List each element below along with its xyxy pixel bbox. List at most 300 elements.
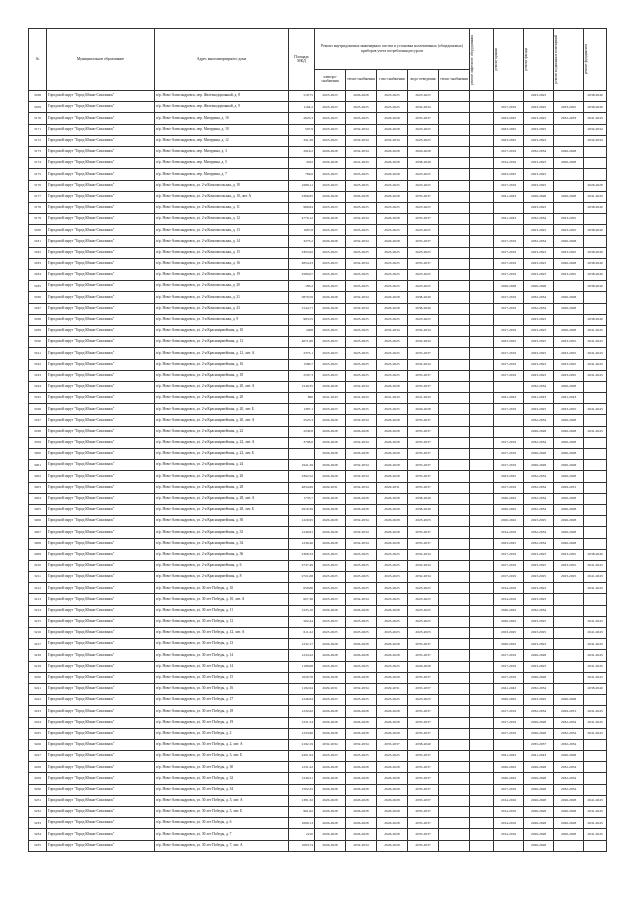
- system-period-cell: 2026-2028: [315, 784, 346, 795]
- municipality-cell: Городской округ "Город Южно-Сахалинск": [47, 784, 155, 795]
- system-period-cell: 2026-2028: [315, 717, 346, 728]
- municipality-cell: Городской округ "Город Южно-Сахалинск": [47, 348, 155, 359]
- address-cell: п/р. Ново-Александровск, ул. 30 лет Победы, д. 10: [155, 583, 289, 594]
- repair-period-cell: 2017-2019: [494, 102, 524, 113]
- system-period-cell: 2023-2025: [408, 180, 439, 191]
- repair-period-cell: 2038-2040: [584, 102, 607, 113]
- system-period-cell: 2023-2025: [346, 102, 377, 113]
- system-period-cell: [439, 437, 470, 448]
- table-row: [29, 292, 607, 303]
- municipality-cell: Городской округ "Город Южно-Сахалинск": [47, 146, 155, 157]
- system-period-cell: 2023-2025: [346, 572, 377, 583]
- row-number: 3235: [29, 840, 47, 851]
- system-period-cell: [439, 650, 470, 661]
- address-cell: п/р. Ново-Александровск, ул. 2-я Комсомольская, д. 23: [155, 303, 289, 314]
- repair-period-cell: 2032-2034: [524, 236, 554, 247]
- address-cell: п/р. Ново-Александровск, ул. 30 лет Победы, д. 12, лит. А: [155, 628, 289, 639]
- system-period-cell: [439, 236, 470, 247]
- system-period-cell: [439, 784, 470, 795]
- municipality-cell: Городской округ "Город Южно-Сахалинск": [47, 516, 155, 527]
- system-period-cell: [439, 370, 470, 381]
- system-period-cell: [439, 728, 470, 739]
- area-cell: 1234,22: [289, 650, 315, 661]
- area-cell: 2210: [289, 829, 315, 840]
- header-electricity: электро-снабжения: [315, 70, 346, 91]
- repair-period-cell: 2026-2028: [554, 807, 584, 818]
- repair-period-cell: [470, 236, 494, 247]
- repair-period-cell: [584, 449, 607, 460]
- municipality-cell: Городской округ "Город Южно-Сахалинск": [47, 639, 155, 650]
- system-period-cell: [439, 594, 470, 605]
- system-period-cell: 2026-2028: [346, 784, 377, 795]
- system-period-cell: 2038-2040: [408, 739, 439, 750]
- system-period-cell: 2023-2025: [346, 113, 377, 124]
- system-period-cell: 2023-2025: [377, 225, 408, 236]
- area-cell: 562,44: [289, 616, 315, 627]
- repair-period-cell: [470, 504, 494, 515]
- address-cell: п/р. Ново-Александровск, ул. 2-я Красноармейская, д. 10: [155, 325, 289, 336]
- address-cell: п/р. Ново-Александровск, ул. 30 лет Победы, д. 34: [155, 784, 289, 795]
- repair-period-cell: 2023-2025: [494, 538, 524, 549]
- system-period-cell: 2026-2028: [377, 437, 408, 448]
- repair-period-cell: 2041-2043: [584, 807, 607, 818]
- repair-period-cell: 2026-2028: [554, 426, 584, 437]
- table-row: [29, 202, 607, 213]
- system-period-cell: 2026-2028: [315, 840, 346, 851]
- system-period-cell: 2026-2028: [408, 404, 439, 415]
- repair-period-cell: 2023-2025: [524, 348, 554, 359]
- repair-period-cell: [554, 91, 584, 102]
- area-cell: 2230,8: [289, 426, 315, 437]
- system-period-cell: 2035-2037: [408, 437, 439, 448]
- address-cell: п/р. Ново-Александровск, пер. Мичурина, д. 10: [155, 113, 289, 124]
- system-period-cell: 2032-2034: [346, 214, 377, 225]
- system-period-cell: 2035-2037: [408, 538, 439, 549]
- system-period-cell: 2023-2025: [315, 549, 346, 560]
- area-cell: 1229,95: [289, 516, 315, 527]
- repair-period-cell: [470, 549, 494, 560]
- row-number: 3224: [29, 717, 47, 728]
- area-cell: 4770,12: [289, 214, 315, 225]
- repair-period-cell: [470, 113, 494, 124]
- system-period-cell: 2026-2028: [377, 605, 408, 616]
- repair-period-cell: [470, 158, 494, 169]
- repair-period-cell: [554, 672, 584, 683]
- system-period-cell: [439, 449, 470, 460]
- municipality-cell: Городской округ "Город Южно-Сахалинск": [47, 236, 155, 247]
- repair-period-cell: [470, 202, 494, 213]
- repair-period-cell: [470, 516, 494, 527]
- system-period-cell: 2032-2034: [346, 840, 377, 851]
- address-cell: п/р. Ново-Александровск, ул. 30 лет Победы, д. 5, лит. А: [155, 795, 289, 806]
- repair-period-cell: 2023-2025: [494, 169, 524, 180]
- system-period-cell: 2032-2034: [346, 471, 377, 482]
- table-row: [29, 158, 607, 169]
- system-period-cell: 2029-2031: [315, 482, 346, 493]
- repair-period-cell: 2026-2028: [524, 460, 554, 471]
- system-period-cell: 2023-2025: [346, 549, 377, 560]
- system-period-cell: 2035-2037: [408, 482, 439, 493]
- repair-period-cell: 2026-2028: [554, 437, 584, 448]
- repair-period-cell: 2026-2028: [524, 795, 554, 806]
- repair-period-cell: [584, 504, 607, 515]
- row-number: 3184: [29, 270, 47, 281]
- municipality-cell: Городской округ "Город Южно-Сахалинск": [47, 180, 155, 191]
- repair-period-cell: 2017-2019: [494, 370, 524, 381]
- repair-period-cell: [470, 661, 494, 672]
- row-number: 3204: [29, 493, 47, 504]
- area-cell: 183,2: [289, 281, 315, 292]
- repair-period-cell: [470, 325, 494, 336]
- repair-period-cell: [470, 146, 494, 157]
- table-row: [29, 482, 607, 493]
- municipality-cell: Городской округ "Город Южно-Сахалинск": [47, 314, 155, 325]
- municipality-cell: Городской округ "Город Южно-Сахалинск": [47, 605, 155, 616]
- row-number: 3188: [29, 314, 47, 325]
- system-period-cell: 2026-2028: [377, 191, 408, 202]
- system-period-cell: [439, 538, 470, 549]
- system-period-cell: 2023-2025: [346, 247, 377, 258]
- system-period-cell: 2026-2028: [377, 303, 408, 314]
- row-number: 3193: [29, 370, 47, 381]
- area-cell: 2288,11: [289, 180, 315, 191]
- header-heat-supply: тепло-снабжения: [439, 70, 470, 91]
- area-cell: [289, 449, 315, 460]
- system-period-cell: 2023-2025: [315, 169, 346, 180]
- row-number: 3223: [29, 706, 47, 717]
- repair-period-cell: [554, 683, 584, 694]
- repair-period-cell: 2026-2028: [554, 303, 584, 314]
- repair-period-cell: [554, 616, 584, 627]
- system-period-cell: [439, 348, 470, 359]
- repair-period-cell: 2023-2025: [524, 594, 554, 605]
- area-cell: 1246,63: [289, 695, 315, 706]
- repair-period-cell: [470, 739, 494, 750]
- repair-period-cell: [470, 270, 494, 281]
- system-period-cell: 2026-2028: [377, 236, 408, 247]
- system-period-cell: 2032-2034: [346, 303, 377, 314]
- system-period-cell: [439, 460, 470, 471]
- repair-period-cell: 2023-2025: [494, 337, 524, 348]
- table-row: [29, 594, 607, 605]
- repair-period-cell: [470, 214, 494, 225]
- system-period-cell: 2023-2025: [346, 348, 377, 359]
- repair-period-cell: 2023-2025: [554, 549, 584, 560]
- repair-period-cell: 2038-2040: [584, 314, 607, 325]
- system-period-cell: 2026-2028: [377, 527, 408, 538]
- repair-period-cell: 2023-2025: [524, 158, 554, 169]
- row-number: 3185: [29, 281, 47, 292]
- repair-period-cell: 2026-2028: [524, 784, 554, 795]
- repair-period-cell: 2032-2034: [524, 292, 554, 303]
- repair-period-cell: [470, 538, 494, 549]
- repair-period-cell: 2038-2040: [584, 270, 607, 281]
- repair-period-cell: [554, 594, 584, 605]
- repair-period-cell: 2023-2025: [524, 102, 554, 113]
- row-number: 3194: [29, 381, 47, 392]
- repair-period-cell: 2017-2019: [494, 784, 524, 795]
- municipality-cell: Городской округ "Город Южно-Сахалинск": [47, 449, 155, 460]
- row-number: 3225: [29, 728, 47, 739]
- row-number: 3221: [29, 683, 47, 694]
- system-period-cell: 2026-2028: [377, 124, 408, 135]
- repair-period-cell: [470, 829, 494, 840]
- system-period-cell: [439, 337, 470, 348]
- repair-period-cell: [470, 795, 494, 806]
- table-row: [29, 549, 607, 560]
- system-period-cell: 2023-2025: [408, 135, 439, 146]
- system-period-cell: 2026-2028: [346, 504, 377, 515]
- row-number: 3171: [29, 124, 47, 135]
- repair-period-cell: 2017-2019: [494, 661, 524, 672]
- table-row: [29, 572, 607, 583]
- municipality-cell: Городской округ "Город Южно-Сахалинск": [47, 739, 155, 750]
- repair-period-cell: 2017-2019: [494, 404, 524, 415]
- repair-period-cell: [470, 706, 494, 717]
- system-period-cell: 2023-2025: [377, 616, 408, 627]
- system-period-cell: 2023-2025: [377, 549, 408, 560]
- repair-period-cell: 2014-2016: [494, 829, 524, 840]
- repair-period-cell: 2035-2037: [524, 739, 554, 750]
- system-period-cell: 2035-2037: [408, 236, 439, 247]
- system-period-cell: 2026-2028: [315, 460, 346, 471]
- repair-period-cell: [470, 437, 494, 448]
- table-row: [29, 281, 607, 292]
- system-period-cell: 2035-2037: [408, 683, 439, 694]
- municipality-cell: Городской округ "Город Южно-Сахалинск": [47, 672, 155, 683]
- system-period-cell: 2041-2043: [315, 393, 346, 404]
- header-gas: газо-снабжения: [377, 70, 408, 91]
- repair-period-cell: [470, 672, 494, 683]
- repair-period-cell: [554, 202, 584, 213]
- system-period-cell: 2032-2034: [346, 594, 377, 605]
- system-period-cell: 2023-2025: [377, 102, 408, 113]
- system-period-cell: [439, 180, 470, 191]
- system-period-cell: 2035-2037: [408, 829, 439, 840]
- repair-period-cell: 2032-2034: [524, 706, 554, 717]
- repair-period-cell: [470, 493, 494, 504]
- repair-period-cell: [584, 538, 607, 549]
- repair-period-cell: 2026-2028: [524, 449, 554, 460]
- system-period-cell: 2032-2034: [346, 527, 377, 538]
- repair-period-cell: [470, 449, 494, 460]
- repair-period-cell: 2017-2019: [494, 437, 524, 448]
- repair-period-cell: 2023-2025: [524, 628, 554, 639]
- municipality-cell: Городской округ "Город Южно-Сахалинск": [47, 560, 155, 571]
- system-period-cell: 2026-2028: [408, 146, 439, 157]
- repair-period-cell: [554, 650, 584, 661]
- header-area: Площадь МКД: [289, 29, 315, 91]
- municipality-cell: Городской округ "Город Южно-Сахалинск": [47, 460, 155, 471]
- table-row: [29, 516, 607, 527]
- repair-period-cell: [494, 415, 524, 426]
- table-row: [29, 415, 607, 426]
- row-number: 3196: [29, 404, 47, 415]
- repair-period-cell: 2014-2016: [494, 594, 524, 605]
- row-number: 3170: [29, 113, 47, 124]
- municipality-cell: Городской округ "Город Южно-Сахалинск": [47, 415, 155, 426]
- table-row: [29, 348, 607, 359]
- system-period-cell: 2023-2025: [408, 225, 439, 236]
- system-period-cell: 2032-2034: [346, 381, 377, 392]
- repair-period-cell: [470, 628, 494, 639]
- repair-period-cell: [470, 359, 494, 370]
- system-period-cell: 2029-2031: [377, 683, 408, 694]
- system-period-cell: [439, 482, 470, 493]
- system-period-cell: 2026-2028: [377, 717, 408, 728]
- system-period-cell: [439, 516, 470, 527]
- repair-period-cell: 2041-2043: [584, 829, 607, 840]
- repair-period-cell: [584, 437, 607, 448]
- municipality-cell: Городской округ "Город Южно-Сахалинск": [47, 829, 155, 840]
- system-period-cell: 2026-2028: [315, 527, 346, 538]
- area-cell: 1240,81: [289, 527, 315, 538]
- system-period-cell: 2023-2025: [408, 516, 439, 527]
- row-number: 3213: [29, 594, 47, 605]
- repair-period-cell: 2026-2028: [554, 460, 584, 471]
- address-cell: п/р. Ново-Александровск, ул. 30 лет Победы, д. 7: [155, 829, 289, 840]
- system-period-cell: 2026-2028: [346, 672, 377, 683]
- repair-period-cell: 2026-2028: [554, 449, 584, 460]
- system-period-cell: 2023-2025: [377, 370, 408, 381]
- system-period-cell: 2023-2025: [315, 258, 346, 269]
- repair-period-cell: 2038-2040: [584, 202, 607, 213]
- table-row: [29, 605, 607, 616]
- area-cell: 3432: [289, 158, 315, 169]
- system-period-cell: 2035-2037: [408, 426, 439, 437]
- address-cell: п/р. Ново-Александровск, ул. 2-я Красноармейская, д. 32: [155, 527, 289, 538]
- municipality-cell: Городской округ "Город Южно-Сахалинск": [47, 683, 155, 694]
- repair-period-cell: 2023-2025: [524, 314, 554, 325]
- area-cell: 341,28: [289, 135, 315, 146]
- area-cell: 2303,92: [289, 247, 315, 258]
- row-number: 3217: [29, 639, 47, 650]
- repair-period-cell: 2023-2025: [554, 572, 584, 583]
- table-row: [29, 247, 607, 258]
- repair-period-cell: 2026-2028: [554, 504, 584, 515]
- repair-period-cell: [470, 258, 494, 269]
- row-number: 3227: [29, 751, 47, 762]
- repair-period-cell: 2041-2043: [584, 639, 607, 650]
- repair-period-cell: [470, 281, 494, 292]
- system-period-cell: 2035-2037: [408, 784, 439, 795]
- repair-period-cell: 2026-2028: [524, 829, 554, 840]
- system-period-cell: 2026-2028: [408, 661, 439, 672]
- header-num: №: [29, 29, 47, 91]
- table-row: [29, 236, 607, 247]
- system-period-cell: 2035-2037: [408, 650, 439, 661]
- repair-period-cell: 2026-2028: [524, 426, 554, 437]
- repair-period-cell: [584, 605, 607, 616]
- system-period-cell: 2023-2025: [315, 225, 346, 236]
- repair-period-cell: 2023-2025: [554, 404, 584, 415]
- system-period-cell: 2023-2025: [346, 169, 377, 180]
- repair-period-cell: [584, 393, 607, 404]
- system-period-cell: 2038-2040: [408, 504, 439, 515]
- system-period-cell: 2023-2025: [377, 91, 408, 102]
- municipality-cell: Городской округ "Город Южно-Сахалинск": [47, 493, 155, 504]
- table-row: [29, 359, 607, 370]
- system-period-cell: 2035-2037: [408, 449, 439, 460]
- address-cell: п/р. Ново-Александровск, ул. 2-я Красноармейская, д. 20, лит. А: [155, 415, 289, 426]
- row-number: 3209: [29, 549, 47, 560]
- system-period-cell: 2041-2043: [346, 158, 377, 169]
- row-number: 3216: [29, 628, 47, 639]
- repair-period-cell: [584, 415, 607, 426]
- municipality-cell: Городской округ "Город Южно-Сахалинск": [47, 225, 155, 236]
- repair-period-cell: 2041-2043: [584, 426, 607, 437]
- system-period-cell: 2023-2025: [315, 202, 346, 213]
- table-row: [29, 191, 607, 202]
- municipality-cell: Городской округ "Город Южно-Сахалинск": [47, 583, 155, 594]
- repair-period-cell: 2017-2019: [494, 482, 524, 493]
- system-period-cell: 2023-2025: [408, 314, 439, 325]
- repair-period-cell: 2041-2043: [494, 191, 524, 202]
- row-number: 3232: [29, 807, 47, 818]
- repair-period-cell: 2014-2016: [494, 527, 524, 538]
- repair-period-cell: 2026-2028: [554, 795, 584, 806]
- system-period-cell: 2026-2028: [346, 728, 377, 739]
- municipality-cell: Городской округ "Город Южно-Сахалинск": [47, 202, 155, 213]
- repair-period-cell: [470, 728, 494, 739]
- area-cell: 1225,16: [289, 605, 315, 616]
- area-cell: 2625,3: [289, 113, 315, 124]
- system-period-cell: 2026-2028: [377, 639, 408, 650]
- repair-period-cell: 2032-2034: [524, 214, 554, 225]
- area-cell: 1387,1: [289, 404, 315, 415]
- system-period-cell: 2023-2025: [346, 695, 377, 706]
- repair-period-cell: 2041-2043: [584, 795, 607, 806]
- repair-period-cell: [554, 661, 584, 672]
- system-period-cell: [439, 818, 470, 829]
- table-row: [29, 762, 607, 773]
- table-row: [29, 124, 607, 135]
- system-period-cell: 2026-2028: [346, 717, 377, 728]
- municipality-cell: Городской округ "Город Южно-Сахалинск": [47, 650, 155, 661]
- row-number: 3201: [29, 460, 47, 471]
- table-row: [29, 560, 607, 571]
- repair-period-cell: 2023-2025: [524, 225, 554, 236]
- repair-period-cell: [470, 225, 494, 236]
- address-cell: п/р. Ново-Александровск, ул. 2-я Красноармейская, д. 12: [155, 337, 289, 348]
- repair-period-cell: 2023-2025: [494, 124, 524, 135]
- system-period-cell: 2026-2028: [346, 795, 377, 806]
- system-period-cell: 2026-2028: [315, 504, 346, 515]
- system-period-cell: 2032-2034: [346, 739, 377, 750]
- area-cell: 1381,32: [289, 795, 315, 806]
- municipality-cell: Городской округ "Город Южно-Сахалинск": [47, 158, 155, 169]
- system-period-cell: 2026-2028: [315, 471, 346, 482]
- address-cell: п/р. Ново-Александровск, ул. 2-я Красноармейская, д. 22, лит. А: [155, 437, 289, 448]
- system-period-cell: 2023-2025: [377, 180, 408, 191]
- table-row: [29, 303, 607, 314]
- repair-period-cell: [494, 381, 524, 392]
- repair-period-cell: 2032-2034: [584, 124, 607, 135]
- system-period-cell: 2026-2028: [346, 807, 377, 818]
- repair-period-cell: 2032-2034: [524, 605, 554, 616]
- table-row: [29, 370, 607, 381]
- system-period-cell: 2035-2037: [408, 762, 439, 773]
- table-row: [29, 493, 607, 504]
- system-period-cell: 2023-2025: [315, 560, 346, 571]
- repair-period-cell: 2032-2034: [554, 717, 584, 728]
- repair-period-cell: 2026-2028: [554, 538, 584, 549]
- municipality-cell: Городской округ "Город Южно-Сахалинск": [47, 303, 155, 314]
- system-period-cell: 2023-2025: [315, 124, 346, 135]
- area-cell: 1068,13: [289, 818, 315, 829]
- table-row: [29, 527, 607, 538]
- table-row: [29, 225, 607, 236]
